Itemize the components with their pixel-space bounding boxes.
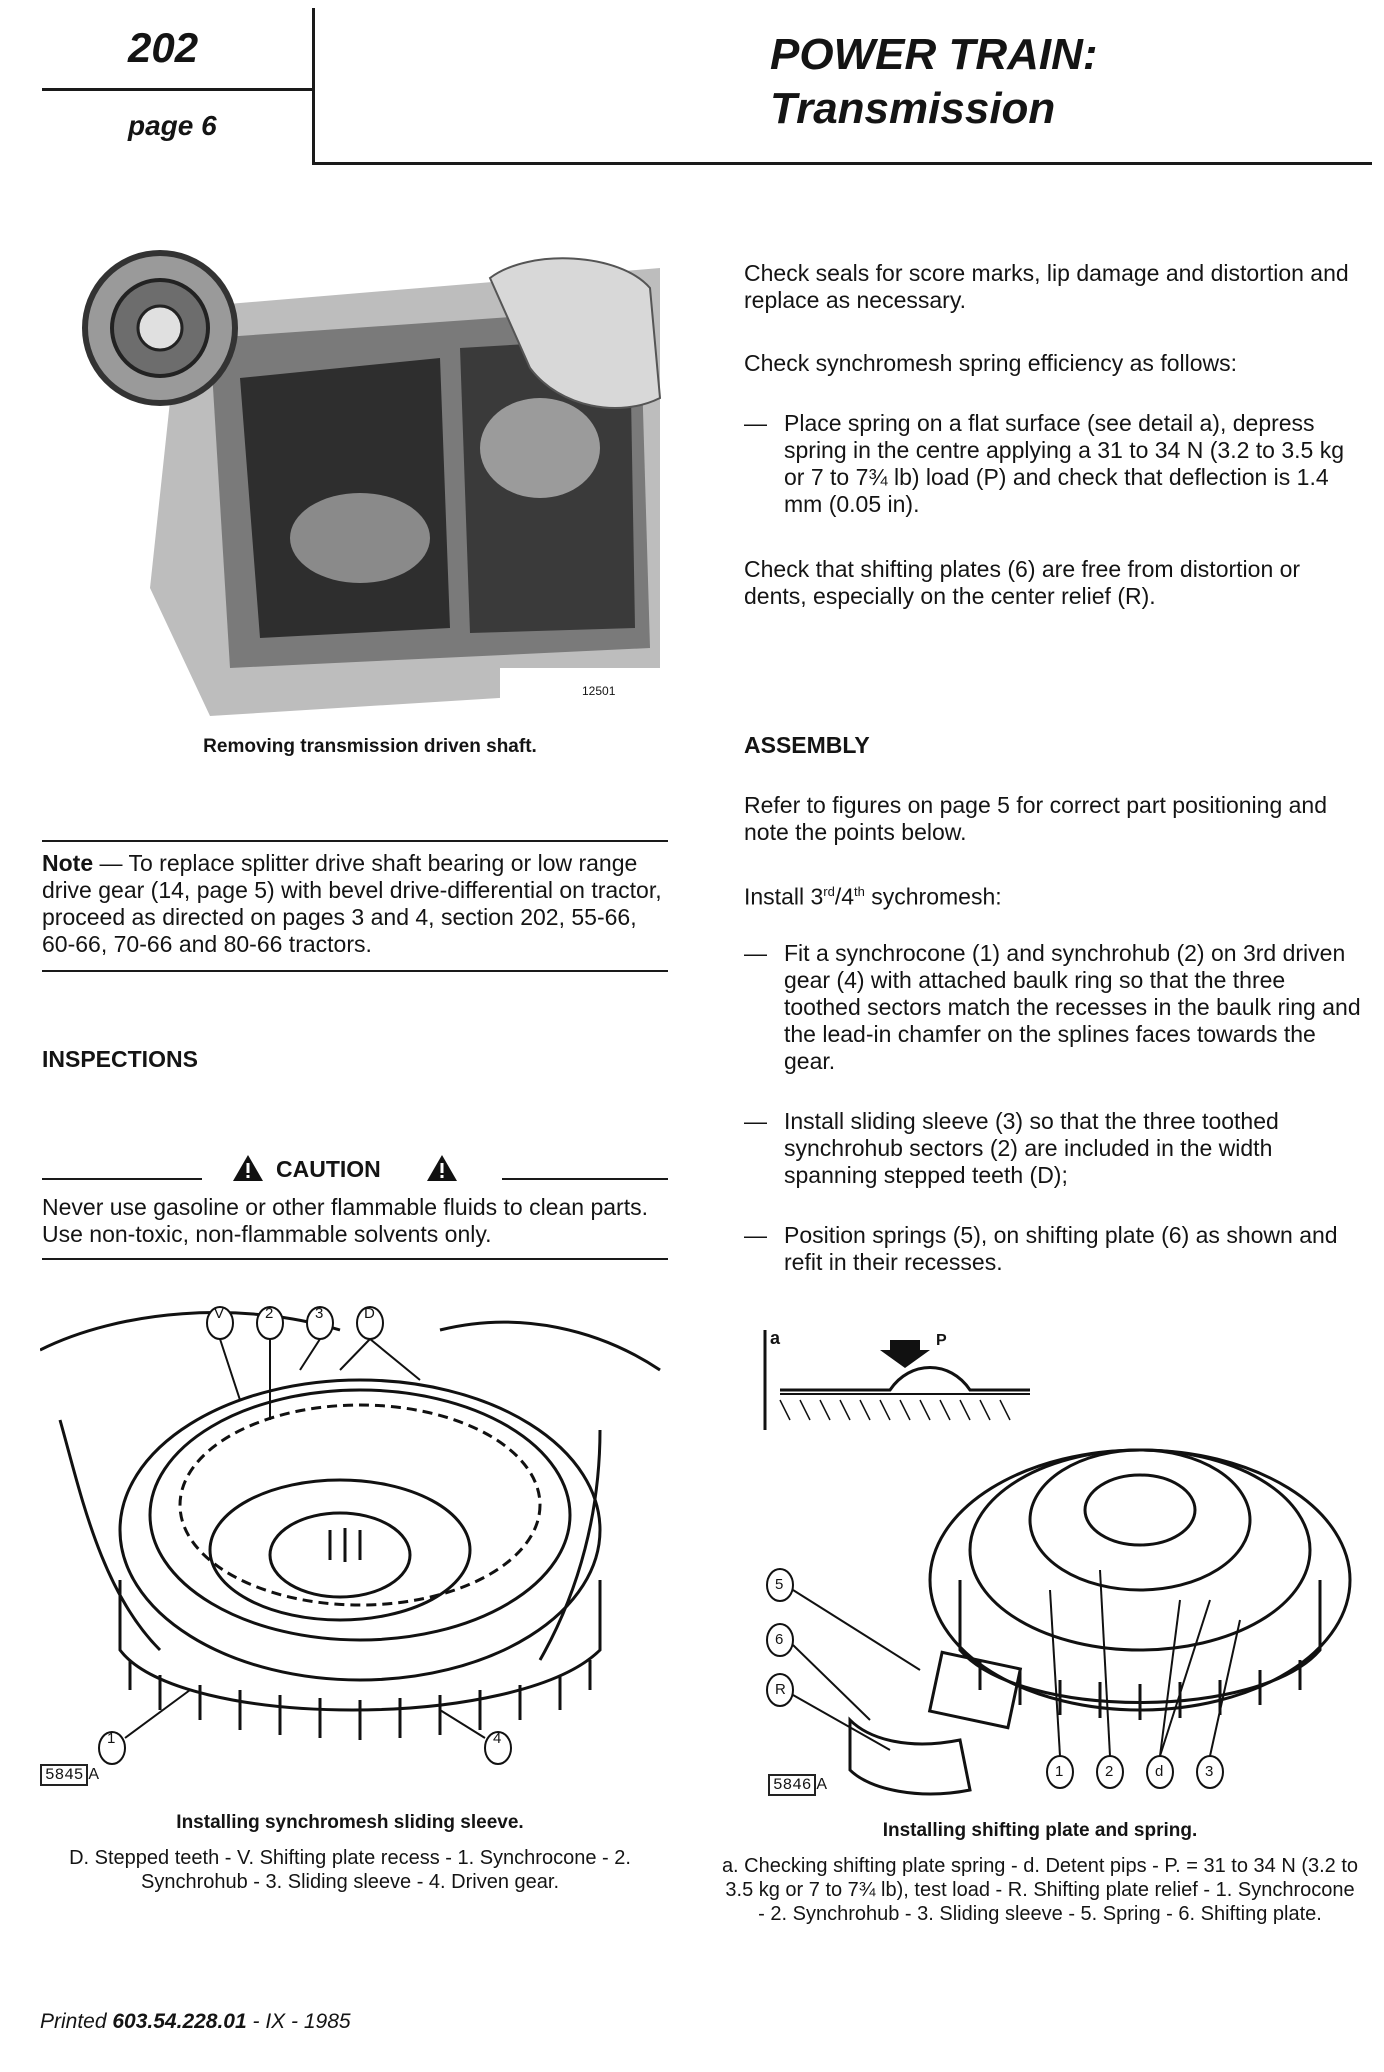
assembly-heading: ASSEMBLY <box>744 732 870 758</box>
figure1-caption: Removing transmission driven shaft. <box>203 736 537 757</box>
dash-bullet: — <box>744 410 767 436</box>
figure3-code-box: 5846 <box>768 1774 816 1796</box>
shifting-plate-drawing <box>760 1320 1360 1810</box>
callout-d: D <box>364 1305 375 1322</box>
figure1-code: 12501 <box>582 684 616 698</box>
dash-bullet: — <box>744 1108 767 1134</box>
header-vertical-divider <box>312 8 315 164</box>
note-top-rule <box>42 840 668 842</box>
figure2-code-suffix: A <box>88 1766 100 1783</box>
caution-bottom-rule <box>42 1258 668 1260</box>
transmission-photo-image <box>60 248 680 716</box>
callout-2: 2 <box>265 1305 274 1322</box>
spring-check-text: Place spring on a flat surface (see detail a), depress spring in the centre applying a 31 to 34 N (3.2 to 3.5 kg or 7 to 7¾ lb) load (P) and check that deflection is 1.4 mm (0.05 in). <box>784 410 1345 517</box>
synchromesh-sleeve-drawing <box>40 1290 670 1790</box>
footer-suffix: - IX - 1985 <box>246 2010 351 2033</box>
figure3-caption: Installing shifting plate and spring. <box>882 1820 1198 1841</box>
check-seals-paragraph: Check seals for score marks, lip damage and distortion and replace as necessary. <box>744 260 1349 313</box>
footer-prefix: Printed <box>40 2010 113 2033</box>
synchromesh-check-paragraph: Check synchromesh spring efficiency as follows: <box>744 350 1238 376</box>
note-label: Note <box>42 850 94 876</box>
position-springs-text: Position springs (5), on shifting plate (6) as shown and refit in their recesses. <box>784 1222 1338 1275</box>
note-bottom-rule <box>42 970 668 972</box>
section-number: 202 <box>128 24 199 71</box>
footer-code: 603.54.228.01 <box>112 2010 247 2033</box>
install-synchromesh-paragraph: Install 3rd/4th sychromesh: <box>744 883 1002 910</box>
caution-rule-right <box>502 1178 668 1180</box>
detail-label-a: a <box>770 1328 781 1348</box>
dash-bullet: — <box>744 940 767 966</box>
header-rule <box>312 162 1372 165</box>
callout-2: 2 <box>1105 1763 1114 1780</box>
callout-1: 1 <box>1055 1763 1064 1780</box>
caution-label: CAUTION <box>276 1156 381 1182</box>
refer-figures-paragraph: Refer to figures on page 5 for correct part positioning and note the points below. <box>744 792 1328 845</box>
figure2-code <box>40 1766 99 1784</box>
figure3-legend: a. Checking shifting plate spring - d. Detent pips - P. = 31 to 34 N (3.2 to 3.5 kg or 7 to 7¾ lb), test load - R. Shifting plate relief - 1. Synchrocone - 2. Synchrohub - 3. Sliding sleeve - 5. Spring - 6. Shifting plate. <box>721 1855 1359 1925</box>
callout-3: 3 <box>1205 1763 1214 1780</box>
figure-transmission-photo <box>60 248 680 716</box>
note-block <box>42 850 668 958</box>
callout-6: 6 <box>775 1631 784 1648</box>
callout-3: 3 <box>315 1305 324 1322</box>
title-line-2: Transmission <box>770 84 1056 133</box>
callout-5: 5 <box>775 1576 784 1593</box>
callout-4: 4 <box>493 1730 502 1747</box>
spring-check-item <box>744 410 1364 518</box>
figure3-code-suffix: A <box>816 1776 828 1793</box>
figure2-legend: D. Stepped teeth - V. Shifting plate recess - 1. Synchrocone - 2. Synchrohub - 3. Sliding sleeve - 4. Driven gear. <box>69 1847 631 1893</box>
figure-shifting-plate <box>760 1320 1360 1810</box>
warning-icon <box>232 1154 264 1182</box>
caution-text: Never use gasoline or other flammable fluids to clean parts. Use non-toxic, non-flammable solvents only. <box>42 1194 648 1247</box>
install-sleeve-item <box>744 1108 1364 1189</box>
page-label: page 6 <box>128 110 217 141</box>
fit-synchrocone-item <box>744 940 1364 1075</box>
note-text: — To replace splitter drive shaft bearing or low range drive gear (14, page 5) with bevel drive-differential on tractor, proceed as directed on pages 3 and 4, section 202, 55-66, 60-66, 70-66 and 80-66 tractors. <box>42 850 662 957</box>
figure3-code <box>768 1776 827 1794</box>
warning-icon <box>426 1154 458 1182</box>
install-sleeve-text: Install sliding sleeve (3) so that the three toothed synchrohub sectors (2) are included in the width spanning stepped teeth (D); <box>784 1108 1279 1188</box>
figure2-caption: Installing synchromesh sliding sleeve. <box>176 1812 524 1833</box>
callout-v: V <box>214 1305 225 1322</box>
load-label-p: P <box>936 1332 947 1349</box>
shifting-plates-paragraph: Check that shifting plates (6) are free from distortion or dents, especially on the center relief (R). <box>744 556 1301 609</box>
caution-header <box>42 1154 668 1184</box>
callout-1: 1 <box>107 1730 116 1747</box>
callout-r: R <box>775 1681 786 1698</box>
print-footer <box>40 2010 351 2034</box>
fit-synchrocone-text: Fit a synchrocone (1) and synchrohub (2) on 3rd driven gear (4) with attached baulk ring so that the three toothed sectors match the recesses in the baulk ring and the lead-in chamfer on the splines faces towards the gear. <box>784 940 1361 1074</box>
dash-bullet: — <box>744 1222 767 1248</box>
position-springs-item <box>744 1222 1364 1276</box>
figure2-code-box: 5845 <box>40 1764 88 1786</box>
callout-d: d <box>1155 1763 1164 1780</box>
inspections-heading: INSPECTIONS <box>42 1046 198 1072</box>
caution-rule-left <box>42 1178 202 1180</box>
page-title <box>770 28 1098 136</box>
title-line-1: POWER TRAIN: <box>770 30 1098 79</box>
figure-synchromesh-sleeve <box>40 1290 670 1790</box>
header-divider-left <box>42 88 314 91</box>
